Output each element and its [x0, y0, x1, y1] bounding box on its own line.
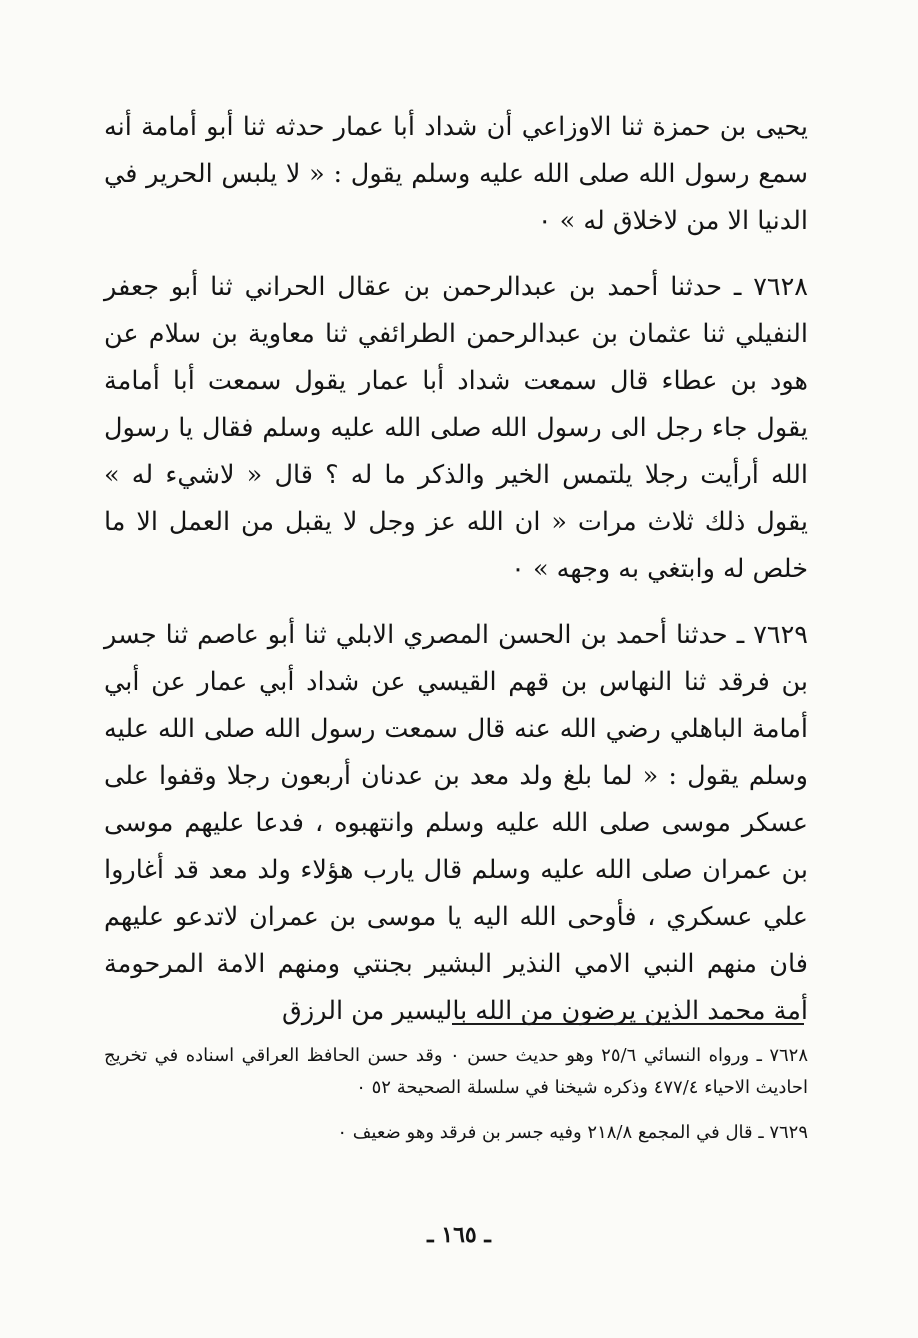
footnote-7629: ٧٦٢٩ ـ قال في المجمع ٢١٨/٨ وفيه جسر بن فرقد وهو ضعيف ٠: [337, 1122, 808, 1143]
paragraph-hadith-7629: ٧٦٢٩ ـ حدثنا أحمد بن الحسن المصري الابلي ثنا أبو عاصم ثنا جسر بن فرقد ثنا النهاس بن قهم القيسي عن شداد أبي عمار عن أبي أمامة الباهلي رضي الله عنه قال سمعت رسول الله صلى الله عليه وسلم يقول : « لما بلغ ولد معد بن عدنان أربعون رجلا وقفوا على عسكر موسى صلى الله عليه وسلم وانتهبوه ، فدعا عليهم موسى بن عمران صلى الله عليه وسلم قال يارب هؤلاء ولد معد قد أغاروا علي عسكري ، فأوحى الله اليه يا موسى بن عمران لاتدعو عليهم فان منهم النبي الامي النذير البشير بجنتي ومنهم الامة المرحومة أمة محمد الذين يرضون من الله باليسير من الرزق: [104, 620, 808, 1026]
footnote-7628: ٧٦٢٨ ـ ورواه النسائي ٢٥/٦ وهو حديث حسن ٠ وقد حسن الحافظ العراقي اسناده في تخريج احاديث الاحياء ٤٧٧/٤ وذكره شيخنا في سلسلة الصحيحة ٥٢ ٠: [104, 1045, 808, 1098]
footnotes-block: [104, 1040, 808, 1149]
main-text-block: [104, 104, 808, 1035]
footnote-separator: [452, 1023, 804, 1025]
paragraph-continuation: يحيى بن حمزة ثنا الاوزاعي أن شداد أبا عمار حدثه ثنا أبو أمامة أنه سمع رسول الله صلى الله عليه وسلم يقول : « لا يلبس الحرير في الدنيا الا من لاخلاق له » ٠: [104, 112, 808, 236]
paragraph-hadith-7628: ٧٦٢٨ ـ حدثنا أحمد بن عبدالرحمن بن عقال الحراني ثنا أبو جعفر النفيلي ثنا عثمان بن عبدالرحمن الطرائفي ثنا معاوية بن سلام عن هود بن عطاء قال سمعت شداد أبا عمار يقول سمعت أبا أمامة يقول جاء رجل الى رسول الله صلى الله عليه وسلم فقال يا رسول الله أرأيت رجلا يلتمس الخير والذكر ما له ؟ قال « لاشيء له » يقول ذلك ثلاث مرات « ان الله عز وجل لا يقبل من العمل الا ما خلص له وابتغي به وجهه » ٠: [104, 272, 808, 584]
page-number: ـ ١٦٥ ـ: [427, 1222, 491, 1248]
